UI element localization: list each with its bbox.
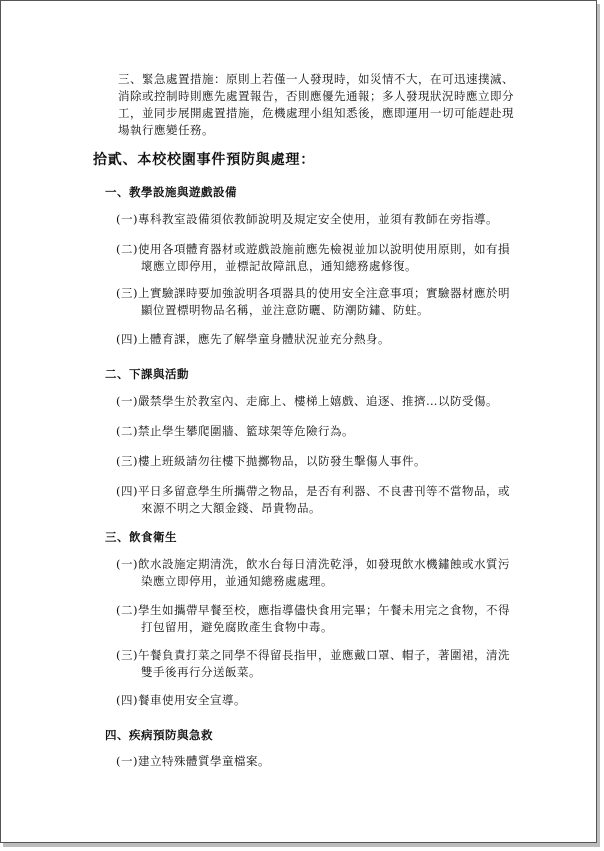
text-line: 顯位置標明物品名稱，並注意防曬、防潮防鏽、防蛀。 [141, 303, 429, 317]
text-line: 來源不明之大額金錢、昂貴物品。 [141, 501, 321, 515]
text-line: (一)嚴禁學生於教室內、走廊上、樓梯上嬉戲、追逐、推擠…以防受傷。 [116, 394, 498, 408]
section-heading-facilities: 一、教學設施與遊戲設備 [105, 185, 237, 199]
list-item [116, 692, 246, 709]
text-line: (二)學生如攜帶早餐至校，應指導儘快食用完畢；午餐未用完之食物，不得 [116, 603, 510, 617]
list-item [116, 647, 510, 681]
text-line: 三、緊急處置措施：原則上若僅一人發現時，如災情不大，在可迅速撲滅、 [118, 72, 514, 86]
list-item [116, 285, 510, 319]
text-line: (三)樓上班級請勿往樓下拋擲物品，以防發生擊傷人事件。 [116, 454, 426, 468]
text-line: (三)上實驗課時要加強說明各項器具的使用安全注意事項；實驗器材應於明 [116, 286, 510, 300]
list-item [116, 423, 354, 440]
text-line: (一)建立特殊體質學童檔案。 [116, 754, 270, 768]
text-line: (一)專科教室設備須依教師說明及規定安全使用，並須有教師在旁指導。 [116, 212, 498, 226]
list-item [116, 753, 270, 770]
list-item [116, 483, 510, 517]
text-line: 打包留用，避免腐敗產生食物中毒。 [141, 620, 333, 634]
text-line: 染應立即停用，並通知總務處處理。 [141, 574, 333, 588]
text-line: 場執行應變任務。 [118, 123, 214, 137]
text-line: (二)禁止學生攀爬圍牆、籃球架等危險行為。 [116, 424, 354, 438]
text-line: (四)平日多留意學生所攜帶之物品，是否有利器、不良書刊等不當物品，或 [116, 484, 510, 498]
section-heading-recess: 二、下課與活動 [105, 367, 189, 381]
text-line: (四)上體育課，應先了解學童身體狀況並充分熱身。 [116, 332, 390, 346]
chapter-heading: 拾貳、本校校園事件預防與處理： [93, 152, 315, 168]
list-item [116, 602, 510, 636]
list-item [116, 453, 426, 470]
text-line: (一)飲水設施定期清洗，飲水台每日清洗乾淨，如發現飲水機鏽蝕或水質污 [116, 557, 510, 571]
list-item [116, 211, 498, 228]
section-heading-disease-prevention: 四、疾病預防與急救 [105, 728, 213, 742]
text-line: (二)使用各項體育器材或遊戲設施前應先檢視並加以說明使用原則，如有損 [116, 242, 510, 256]
text-line: 消除或控制時則應先處置報告，否則應優先通報；多人發現狀況時應立即分 [118, 89, 514, 103]
list-item [116, 556, 510, 590]
emergency-measures-paragraph [118, 71, 514, 139]
section-heading-food-hygiene: 三、飲食衛生 [105, 530, 177, 544]
text-line: 工，並同步展開處置措施，危機處理小組知悉後，應即運用一切可能趕赴現 [118, 106, 514, 120]
text-line: 壞應立即停用，並標記故障訊息，通知總務處修復。 [141, 259, 417, 273]
text-line: (三)午餐負責打菜之同學不得留長指甲，並應戴口罩、帽子，著圍裙，清洗 [116, 648, 510, 662]
list-item [116, 331, 390, 348]
text-line: 雙手後再行分送飯菜。 [141, 665, 261, 679]
text-line: (四)餐車使用安全宣導。 [116, 693, 246, 707]
list-item [116, 393, 498, 410]
list-item [116, 241, 510, 275]
